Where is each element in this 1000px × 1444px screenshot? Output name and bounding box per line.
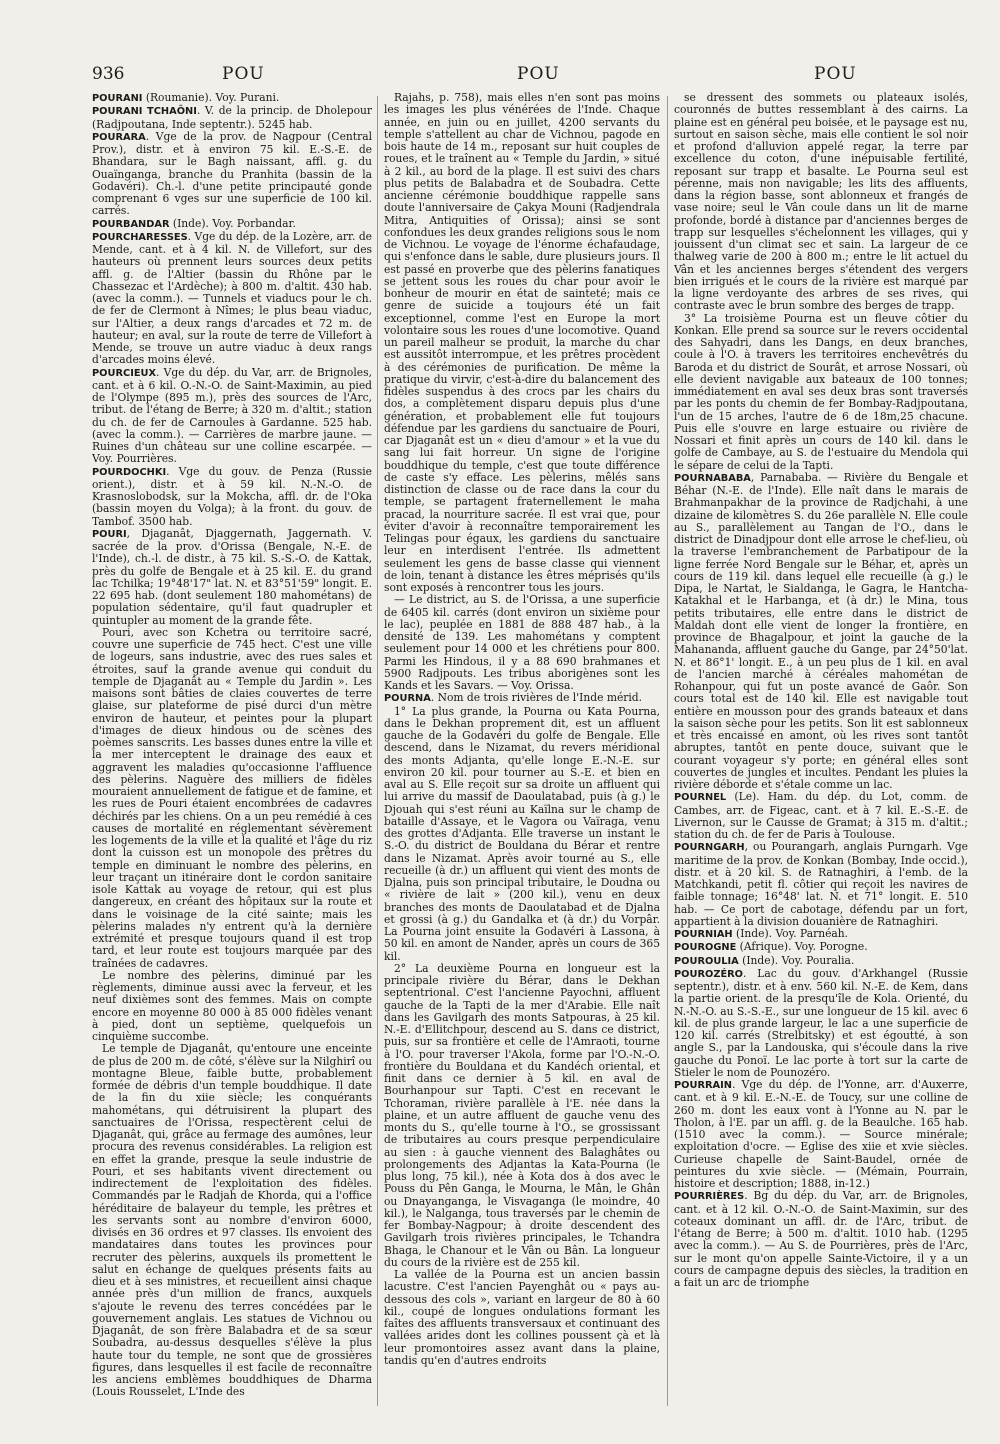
entry-paragraph	[384, 594, 660, 692]
entry-text: (Roumanie). Voy. Purani.	[142, 92, 280, 104]
entry-text: . V. de la princip. de Dholepour (Radjpoutana, Inde septentr.). 5245 hab.	[92, 104, 372, 131]
entry-headword: POURDOCHKI	[92, 466, 167, 478]
column-divider	[667, 96, 668, 1406]
entry-paragraph	[92, 1043, 372, 1398]
dictionary-entry	[674, 1190, 968, 1289]
entry-headword: POURRIÈRES	[674, 1191, 745, 1203]
entry-text: Le nombre des pèlerins, diminué par les règlements, diminue aussi avec la ferveur, et les neuf dixièmes sont des femmes. Mais on compte encore en moyenne 80 000 à 85 000 fidèles venant à pied, dont un septième, quelquefois un cinquième succombe.	[92, 968, 372, 1043]
dictionary-entry	[674, 941, 968, 954]
dictionary-entry	[92, 92, 372, 105]
entry-paragraph	[384, 1269, 660, 1367]
entry-text: , Djaganât, Djaggernath, Jaggernath. V. sacrée de la prov. d'Orissa (Bengale, N.-E. de l'Inde), ch.-l. de distr., à 75 kil. S.-S.-O. de Kattak, près du golfe de Bengale et à 25 kil. E. du grand lac Tchilka; 19°48'17" lat. N. et 83°51'59" longit. E. 22 695 hab. (dont seulement 180 mahométans) de population sédentaire, qu'il faut quadrupler et quintupler au moment de la grande fête.	[92, 526, 372, 627]
text-column-3	[674, 92, 968, 1412]
dictionary-entry	[674, 1079, 968, 1190]
entry-text: . Bg du dép. du Var, arr. de Brignoles, cant. et à 12 kil. O.-N.-O. de Saint-Maximin, sur des coteaux dominant un affl. dr. de l'Arc, tribut. de l'étang de Berre; à 500 m. d'altit. 1010 hab. (1295 avec la comm.). — Au S. de Pourrières, près de l'Arc, sur le mont qu'on appelle Sainte-Victoire, il y a un cours de campagne depuis des siècles, la tradition en a fait un arc de triomphe	[674, 1189, 968, 1289]
entry-text: Rajahs, p. 758), mais elles n'en sont pas moins les images les plus vénérées de l'Inde. Chaque année, en juin ou en juillet, 4200 servants du temple s'attellent au char de Vichnou, pagode en bois haute de 14 m., reposant sur huit couples de roues, et le traînent au « Temple du Jardin, » situé à 2 kil., au bord de la plage. Il est suivi des chars plus petits de Balabadra et de Soubadra. Cette ancienne cérémonie bouddhique rappelle sans doute l'anniversaire de Çakya Mouni (Radjendrala Mitra, Antiquities of Orissa); ainsi se sont confondues les deux grandes religions sous le nom de Vichnou. Le voyage de l'énorme échafaudage, qui s'enfonce dans le sable, dure plusieurs jours. Il est passé en proverbe que des pèlerins fanatiques se jettent sous les roues du char pour avoir le bonheur de mourir en état de sainteté; mais ce genre de suicide a toujours été un fait exceptionnel, comme l'est en Europe la mort volontaire sous les roues d'une locomotive. Quand un pareil malheur se produit, la marche du char est aussitôt interrompue, et les prêtres procèdent à des cérémonies de purification. De même la pratique du virvir, c'est-à-dire du balancement des fidèles suspendus à des crocs par les chairs du dos, a complètement disparu depuis plus d'une génération, et probablement elle fut toujours défendue par les gardiens du sanctuaire de Pouri, car Djaganât est un « dieu d'amour » et la vue du sang lui fait horreur. Un signe de l'origine bouddhique du temple, c'est que toute différence de caste s'y efface. Les pèlerins, mêlés sans distinction de classe ou de race dans la cour du temple, se partagent fraternellement le maha pracad, la nourriture sacrée. Il est vrai que, pour éviter d'avoir à reconnaître temporairement les Telingas pour égaux, les gardiens du sanctuaire leur en interdisent l'entrée. Ils admettent seulement les gens de basse classe qui viennent de loin, tenant à distance les êtres méprisés qu'ils sont exposés à rencontrer tous les jours.	[384, 92, 660, 594]
dictionary-entry	[674, 968, 968, 1079]
entry-headword: POURI	[92, 528, 127, 540]
entry-paragraph	[92, 970, 372, 1044]
entry-text: . Vge du dép. de la Lozère, arr. de Mende, cant. et à 4 kil. N. de Villefort, sur des hauteurs où prennent leurs sources deux petits affl. g. de l'Altier (bassin du Rhône par le Chassezac et l'Ardèche); à 800 m. d'altit. 430 hab. (avec la comm.). — Tunnels et viaducs pour le ch. de fer de Clermont à Nîmes; le plus beau viaduc, sur l'Altier, a deux rangs d'arcades et 72 m. de hauteur; en aval, sur la route de terre de Villefort à Mende, se trouve un autre viaduc à deux rangs d'arcades moins élevé.	[92, 229, 372, 367]
dictionary-entry	[674, 841, 968, 928]
entry-paragraph	[384, 963, 660, 1269]
dictionary-entry	[92, 528, 372, 627]
running-head-left: POU	[222, 64, 265, 84]
text-column-2	[384, 92, 660, 1412]
entry-headword: POUROGNE	[674, 942, 737, 954]
entry-headword: POURCIEUX	[92, 367, 157, 379]
column-divider	[377, 96, 378, 1406]
entry-text: . Vge du dép. de l'Yonne, arr. d'Auxerre, cant. et à 9 kil. E.-N.-E. de Toucy, sur une colline de 260 m. dont les eaux vont à l'Yonne au N. par le Tholon, à l'E. par un affl. g. de la Beaulche. 165 hab. (1510 avec la comm.). — Source minérale; exploitation d'ocre. — Eglise des xiie et xvie siècles. Curieuse chapelle de Saint-Baudel, ornée de peintures du xvie siècle. — (Mémain, Pourrain, histoire et description; 1888, in-12.)	[674, 1078, 968, 1190]
entry-headword: POUROULIA	[674, 955, 739, 967]
dictionary-entry	[92, 131, 372, 218]
entry-paragraph	[674, 313, 968, 472]
entry-headword: POURNABABA	[674, 472, 751, 484]
entry-text: , Parnababa. — Rivière du Bengale et Béhar (N.-E. de l'Inde). Elle naît dans le marais de Brahmanpakhar de la province de Radjchahi, à une dizaine de kilomètres S. du 26e parallèle N. Elle coule au S., parallèlement au Tangan de l'O., dans le district de Dinadjpour dont elle arrose le chef-lieu, où la traverse l'embranchement de Parbatipour de la ligne ferrée Nord Bengale sur le Béhar, et, après un cours de 119 kil. dans lequel elle recueille (à g.) le Dipa, le Nartat, le Sialdanga, le Gagra, le Hantcha-Katakhal et le Harbanga, et (à dr.) le Mina, tous petits tributaires, elle entre dans le district de Maldah dont elle vient de longer la frontière, en province de Bhagalpour, et joint la gauche de la Mahananda, affluent gauche du Gange, par 24°50'lat. N. et 86°1' longit. E., à un peu plus de 1 kil. en aval de l'ancien marché à céréales mahométan de Rohanpour, qui fut un poste avancé de Gaôr. Son cours total est de 140 kil. Elle est navigable tout entière en mousson pour des grands bateaux et dans la saison sèche pour les petits. Son lit est sablonneux et très encaissé en amont, où les rives sont tantôt abruptes, tantôt en pente douce, suivant que le courant voyageur s'y porte; en général elles sont couvertes de jungles et incultes. Pendant les pluies la rivière déborde et s'étale comme un lac.	[674, 470, 968, 791]
entry-headword: POURRAIN	[674, 1080, 732, 1091]
entry-text: , ou Pourangarh, anglais Purngarh. Vge maritime de la prov. de Konkan (Bombay, Inde occid.), distr. et à 20 kil. S. de Ratnaghiri, à l'emb. de la Matchkandi, petit fl. côtier qui reçoit les navires de faible tonnage; 16°48' lat. N. et 71° longit. E. 510 hab. — Ce port de cabotage, défendu par un fort, appartient à la division douanière de Ratnaghiri.	[674, 840, 968, 928]
running-head-right: POU	[814, 64, 857, 84]
entry-text: . Lac du gouv. d'Arkhangel (Russie septentr.), distr. et à env. 560 kil. N.-E. de Kem, dans la partie orient. de la presqu'île de Kola. Orienté, du N.-N.-O. au S.-S.-E., sur une longueur de 15 kil. avec 6 kil. de plus grande largeur, le lac a une superficie de 120 kil. carrés (Strelbitsky) et est égoutté, à son angle S., par la Landouska, qui s'écoule dans la rive gauche du Ponoï. Le lac porte à tort sur la carte de Stieler le nom de Pounozéro.	[674, 966, 968, 1079]
entry-text: se dressent des sommets ou plateaux isolés, couronnés de buttes ressemblant à des cairns. La plaine est en général peu boisée, et le paysage est nu, surtout en saison sèche, mais elle contient le sol noir et profond d'alluvion appelé regar, la terre par excellence du coton, d'une inépuisable fertilité, reposant sur trapp et basalte. Le Pourna seul est pérenne, mais non navigable; les lits des affluents, dans la région basse, sont ablonneux et frangés de vase noire; seul le Vân coule dans un lit de marne profonde, bordé à distance par d'anciennes berges de trapp sur lesquelles s'échelonnent les villages, qui y jouissent d'un climat sec et sain. La largeur de ce thalweg varie de 200 à 800 m.; entre le lit actuel du Vân et les anciennes berges s'étendent des vergers bien irrigués et le cours de la rivière est marqué par la ligne verdoyante des arbres de ses rives, qui contraste avec le brun sombre des berges de trapp.	[674, 92, 968, 313]
dictionary-entry	[92, 218, 372, 231]
entry-headword: POURANI TCHAÔNI	[92, 106, 197, 118]
entry-paragraph	[384, 706, 660, 963]
dictionary-entry	[92, 466, 372, 528]
entry-text: . Vge du dép. du Var, arr. de Brignoles, cant. et à 6 kil. O.-N.-O. de Saint-Maximin, au pied de l'Olympe (895 m.), près des sources de l'Arc, tribut. de l'étang de Berre; à 320 m. d'altit.; station du ch. de fer de Carnoules à Gardanne. 525 hab. (avec la comm.). — Carrières de marbre jaune. — Ruines d'un château sur une colline escarpée. — Voy. Pourrières.	[92, 365, 372, 466]
entry-text: (Inde). Voy. Pouralia.	[738, 953, 855, 967]
entry-headword: POURNIAH	[674, 929, 733, 940]
entry-headword: POUROZÉRO	[674, 968, 744, 980]
entry-headword: POURBANDAR	[92, 218, 170, 230]
entry-text: — Le district, au S. de l'Orissa, a une superficie de 6405 kil. carrés (dont environ un sixième pour le lac), peuplée en 1881 de 888 487 hab., à la densité de 139. Les mahométans y comptent seulement pour 14 000 et les chrétiens pour 800. Parmi les Hindous, il y a 88 690 brahmanes et 5900 Radjpouts. Les tribus aborigènes sont les Kands et les Savars. — Voy. Orissa.	[384, 593, 660, 692]
entry-text: Pouri, avec son Kchetra ou territoire sacré, couvre une superficie de 745 hect. C'est une ville de logeurs, sans industrie, avec des rues sales et étroites, sauf la grande avenue qui conduit du temple de Djaganât au « Temple du Jardin ». Les maisons sont bâties de claies couvertes de terre glaise, sur plateforme de pisé durci d'un mètre environ de hauteur, et peintes pour la plupart d'images de dieux hindous ou de scènes des poèmes sanscrits. Les basses dunes entre la ville et la mer interceptent le drainage des eaux et aggravent les maladies qu'occasionne l'affluence des pèlerins. Naguère des milliers de fidèles mouraient annuellement de fatigue et de famine, et les rues de Pouri étaient encombrées de cadavres déchirés par les chiens. On a un peu remédié à ces causes de mortalité en réglementant sévèrement les logements de la ville et la qualité et l'âge du riz dont la cuisson est un monopole des prêtres du temple en diminuant le nombre des pèlerins, en leur traçant un itinéraire dont le cordon sanitaire isole Kattak au voyage de retour, qui est plus dangereux, en créant des hôpitaux sur la route et dans le voisinage de la cité sainte; mais les pèlerins malades n'y entrent qu'à la dernière extrémité et presque toujours quand il est trop tard, et leur route est toujours marquée par des traînées de cadavres.	[92, 625, 372, 970]
entry-text: 2° La deuxième Pourna en longueur est la principale rivière du Bérar, dans le Dekhan septentrional. C'est l'ancienne Payochni, affluent gauche de la Tapti de la mer d'Arabie. Elle naît dans les Gavilgarh des monts Satpouras, à 25 kil. N.-E. d'Ellitchpour, descend au S. dans ce district, puis, sur sa frontière et celle de l'Amraoti, tourne à l'O. pour traverser l'Akola, forme par l'O.-N.-O. frontière du Bouldana et du Kandéch oriental, et finit dans ce dernier à 5 kil. en aval de Bourhanpour sur Tapti. C'est en recevant le Tchoraman, rivière parallèle à l'E. née dans la plaine, et un autre affluent de gauche venu des monts du S., qu'elle tourne à l'O., se grossissant de tributaires au cours presque perpendiculaire au sien : à gauche viennent des Balaghâtes ou prolongements des Adjantas la Kata-Pourna (le plus long, 75 kil.), née à Kota dos à dos avec le Pouss du Pên Ganga, le Mourna, le Mân, le Ghân ou Dnayanganga, le Visvaganga (le moindre, 40 kil.), le Nalganga, tous traversés par le chemin de fer Bombay-Nagpour; à droite descendent des Gavilgarh trois rivières principales, le Tchandra Bhaga, le Chanour et le Vân ou Bân. La longueur du cours de la rivière est de 255 kil.	[384, 961, 660, 1269]
text-column-1	[92, 92, 372, 1412]
entry-text: 3° La troisième Pourna est un fleuve côtier du Konkan. Elle prend sa source sur le revers occidental des Sahyadri, dans les Dangs, en deux branches, coule à l'O. à travers les territoires enchevêtrés du Baroda et du district de Sourât, et arrose Nossari, où elle devient navigable aux bateaux de 100 tonnes; immédiatement en aval ses deux bras sont traversés par les ponts du chemin de fer Bombay-Radjpoutana, l'un de 15 arches, l'autre de 6 de 18m,25 chacune. Puis elle s'ouvre en large estuaire ou rivière de Nossari et finit après un cours de 140 kil. dans le golfe de Cambaye, au S. de l'estuaire du Mendola qui le sépare de celui de la Tapti.	[674, 311, 968, 472]
entry-paragraph	[92, 627, 372, 970]
entry-paragraph	[384, 92, 660, 594]
dictionary-entry	[674, 791, 968, 841]
dictionary-entry	[92, 231, 372, 367]
entry-text: (Inde). Voy. Parnéah.	[732, 927, 849, 940]
entry-text: 1° La plus grande, la Pourna ou Kata Pourna, dans le Dekhan proprement dit, est un affluent gauche de la Godavéri du golfe de Bengale. Elle descend, dans le Nizamat, du revers méridional des monts Adjanta, qu'elle longe E.-N.-E. sur environ 20 kil. pour tourner au S.-E. et bien en aval au S. Elle reçoit sur sa droite un affluent qui lui arrive du massif de Daoulatabad, puis (à g.) le Djouah qui s'est réuni au Kaïlna sur le champ de bataille d'Assaye, et le Vagora ou Vaïraga, venu des grottes d'Adjanta. Elle traverse un instant le S.-O. du district de Bouldana du Bérar et rentre dans le Nizamat. Après avoir tourné au S., elle recueille (à dr.) un affluent qui vient des monts de Djalna, puis son principal tributaire, le Doudna ou « rivière de lait » (200 kil.), venu en deux branches des monts de Daoulatabad et de Djalna et grossi (à g.) du Gandalka et (à dr.) du Vorpâr. La Pourna joint ensuite la Godavéri à Lassona, à 50 kil. en amont de Nander, après un cours de 365 kil.	[384, 704, 660, 963]
dictionary-entry	[674, 472, 968, 792]
page-header	[92, 64, 967, 90]
entry-headword: POURANI	[92, 93, 143, 104]
entry-headword: POURARA	[92, 131, 146, 143]
entry-paragraph	[674, 92, 968, 313]
entry-text: (Inde). Voy. Porbandar.	[169, 216, 296, 230]
entry-headword: POURNGARH	[674, 842, 745, 854]
entry-headword: POURNA	[384, 693, 431, 705]
entry-headword: POURNEL	[674, 792, 727, 804]
dictionary-entry	[384, 692, 660, 705]
entry-text: La vallée de la Pourna est un ancien bassin lacustre. C'est l'ancien Payenghât ou « pays au-dessous des cols », variant en largeur de 80 à 60 kil., coupé de longues ondulations formant les faîtes des affluents transversaux et continuant des vallées arides dont les collines poussent çà et là leur promontoires assez avant dans la plaine, tandis qu'en d'autres endroits	[384, 1268, 660, 1367]
running-head-center: POU	[517, 64, 560, 84]
entry-text: (Le). Ham. du dép. du Lot, comm. de Cambes, arr. de Figeac, cant. et à 7 kil. E.-S.-E. de Livernon, sur le Causse de Gramat; à 315 m. d'altit.; station du ch. de fer de Paris à Toulouse.	[674, 790, 968, 841]
dictionary-entry	[92, 367, 372, 466]
entry-text: Le temple de Djaganât, qu'entoure une enceinte de plus de 200 m. de côté, s'élève sur la Nilghirî ou montagne Bleue, faible butte, probablement formée de débris d'un temple bouddhique. Il date de la fin du xiie siècle; les conquérants mahométans, qui détruisirent la plupart des sanctuaires de l'Orissa, respectèrent celui de Djaganât, qui, grâce au fermage des aumônes, leur procura des revenus considérables. La religion est en effet la grande, presque la seule industrie de Pouri, et ses habitants vivent directement ou indirectement de l'exploitation des fidèles. Commandés par le Radjah de Khorda, qui a l'office héréditaire de balayeur du temple, les prêtres et les servants sont au nombre d'environ 6000, divisés en 36 ordres et 97 classes. Ils envoient des mandataires dans toutes les provinces pour recruter des pèlerins, auxquels ils promettent le salut en échange de quelques présents faits au dieu et à ses ministres, et recueillent ainsi chaque année près d'un million de francs, auxquels s'ajoute le revenu des terres concédées par le gouvernement anglais. Les statues de Vichnou ou Djaganât, de son frère Balabadra et de sa sœur Soubadra, au-dessus desquelles s'élève la plus haute tour du temple, ne sont que de grossières figures, dans lesquelles il est facile de reconnaître les anciens emblèmes bouddhiques de Dharma (Louis Rousselet, L'Inde des	[92, 1042, 372, 1399]
dictionary-entry	[92, 105, 372, 131]
entry-text: . Vge du gouv. de Penza (Russie orient.), distr. et à 59 kil. N.-N.-O. de Krasnoslobodsk, sur la Mokcha, affl. dr. de l'Oka (bassin moyen du Volga); à la front. du gouv. de Tambof. 3500 hab.	[92, 464, 372, 528]
entry-text: (Afrique). Voy. Porogne.	[736, 940, 868, 954]
entry-text: . Nom de trois rivières de l'Inde mérid.	[430, 691, 643, 705]
dictionary-entry	[674, 955, 968, 968]
entry-text: . Vge de la prov. de Nagpour (Central Prov.), distr. et à environ 75 kil. E.-S.-E. de Bhandara, sur le Bagh naissant, affl. g. du Ouaïnganga, branche du Pranhita (bassin de la Godavéri). Ch.-l. d'une petite principauté gonde comprenant 6 vges sur une superficie de 100 kil. carrés.	[92, 129, 372, 218]
entry-headword: POURCHARESSES	[92, 231, 188, 243]
dictionary-entry	[674, 928, 968, 941]
page-number: 936	[92, 64, 125, 84]
